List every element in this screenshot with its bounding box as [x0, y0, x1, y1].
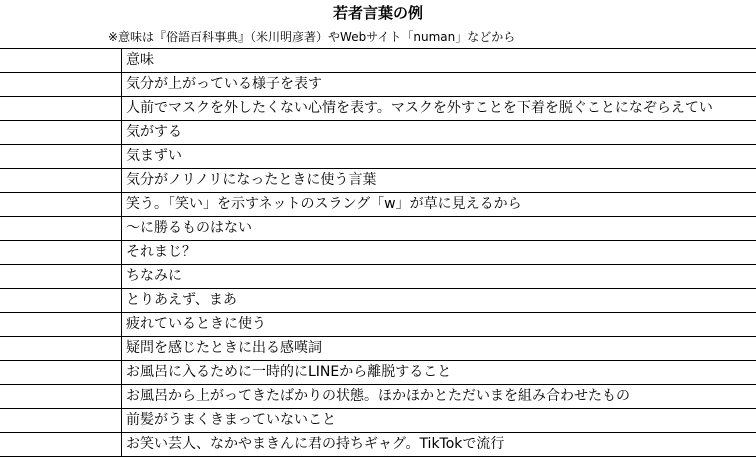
table-row: [0, 265, 756, 289]
meaning-cell: ちなみに: [126, 268, 182, 284]
term-cell: [0, 289, 122, 312]
meaning-header: 意味: [126, 52, 154, 68]
table-row: [0, 145, 756, 169]
table-row-header: [0, 49, 756, 73]
meaning-cell: 前髪がうまくきまっていないこと: [126, 412, 336, 428]
term-cell: [0, 121, 122, 144]
meaning-cell: 気がする: [126, 124, 182, 140]
table-row: [0, 313, 756, 337]
term-cell: [0, 361, 122, 384]
term-cell: [0, 433, 122, 456]
meaning-cell: 気まずい: [126, 148, 182, 164]
term-cell: [0, 313, 122, 336]
term-cell: [0, 217, 122, 240]
table-row: [0, 409, 756, 433]
term-cell: [0, 385, 122, 408]
page-title: 若者言葉の例: [332, 4, 423, 22]
table-row: [0, 241, 756, 265]
table-row: [0, 169, 756, 193]
meaning-cell: 疑問を感じたときに出る感嘆詞: [126, 340, 322, 356]
term-cell: [0, 265, 122, 288]
meaning-cell: 〜に勝るものはない: [126, 220, 252, 236]
term-cell: [0, 241, 122, 264]
term-cell: [0, 97, 122, 120]
source-note: ※意味は『俗語百科事典』（米川明彦著）やWebサイト「numan」などから: [108, 30, 516, 44]
term-cell: [0, 169, 122, 192]
meaning-cell: 気分が上がっている様子を表す: [126, 76, 322, 92]
meaning-cell: それまじ？: [126, 244, 196, 260]
slang-table: [0, 48, 756, 459]
table-row: [0, 361, 756, 385]
meaning-cell: 人前でマスクを外したくない心情を表す。マスクを外すことを下着を脱ぐことになぞらえてい: [126, 100, 713, 116]
term-cell: [0, 145, 122, 168]
table-row: [0, 385, 756, 409]
table-row: [0, 433, 756, 457]
table-row: [0, 121, 756, 145]
meaning-cell: 気分がノリノリになったときに使う言葉: [126, 172, 377, 188]
meaning-cell: 笑う。「笑い」を示すネットのスラング「w」が草に見えるから: [126, 196, 522, 212]
meaning-cell: お風呂から上がってきたばかりの状態。ほかほかとただいまを組み合わせたもの: [126, 388, 630, 404]
table-row: [0, 193, 756, 217]
term-cell: [0, 73, 122, 96]
table-row: [0, 289, 756, 313]
table-row: [0, 73, 756, 97]
meaning-cell: とりあえず、まあ: [126, 292, 237, 308]
term-cell: [0, 337, 122, 360]
term-cell: [0, 409, 122, 432]
table-row: [0, 337, 756, 361]
term-cell: [0, 193, 122, 216]
meaning-cell: お笑い芸人、なかやまきんに君の持ちギャグ。TikTokで流行: [126, 436, 505, 452]
meaning-cell: 疲れているときに使う: [126, 316, 266, 332]
term-cell: [0, 49, 122, 72]
table-row: [0, 217, 756, 241]
meaning-cell: お風呂に入るために一時的にLINEから離脱すること: [126, 364, 452, 380]
table-row: [0, 97, 756, 121]
